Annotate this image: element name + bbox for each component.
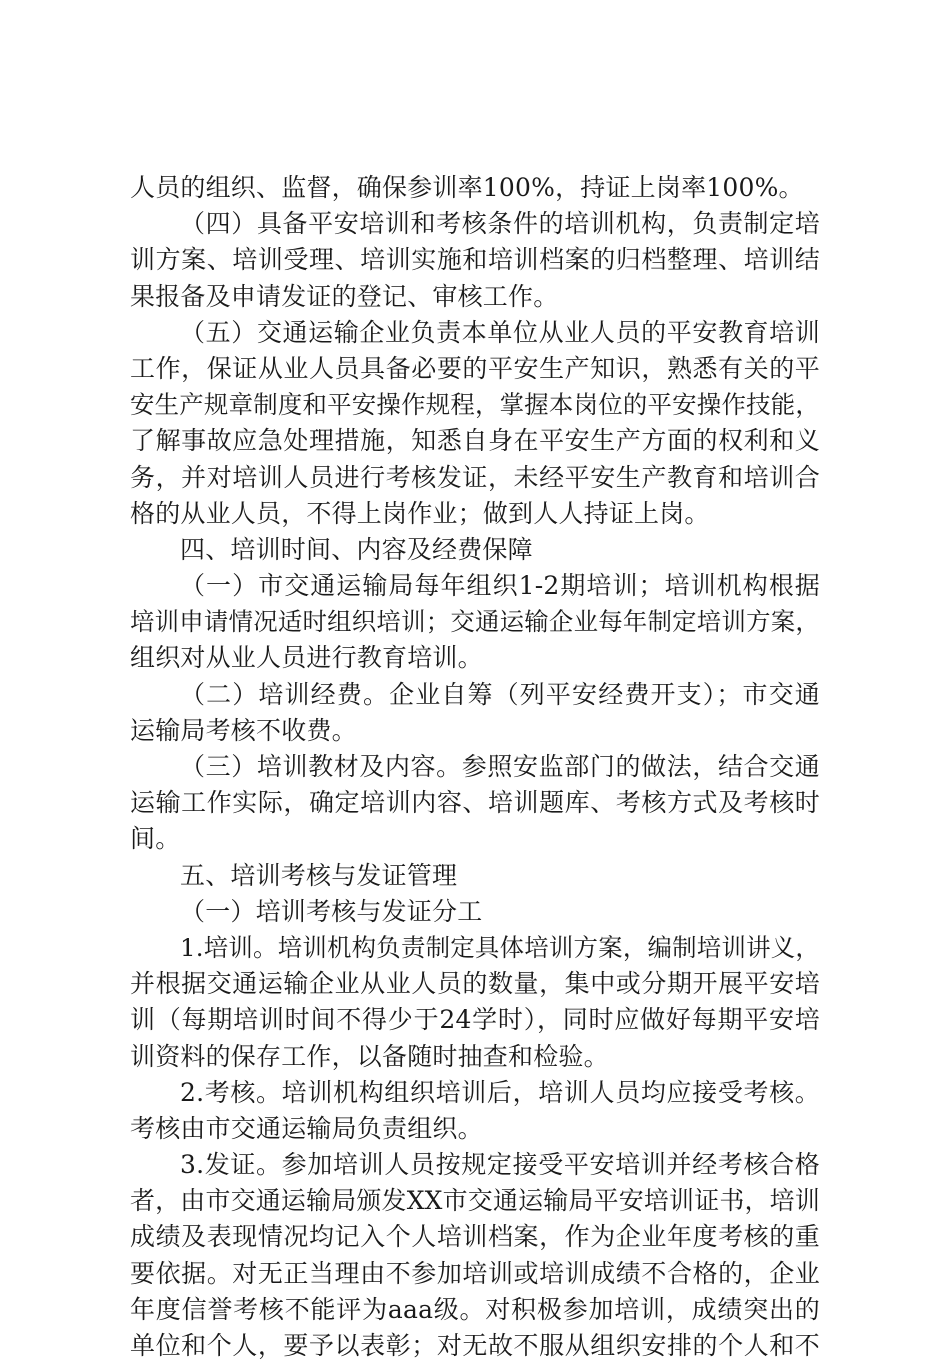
text-line: 四、培训时间、内容及经费保障 [180, 534, 533, 564]
document-body [130, 170, 820, 1364]
text-line: 训方案、培训受理、培训实施和培训档案的归档整理、培训结 [130, 245, 820, 275]
text-line: 2.考核。培训机构组织培训后，培训人员均应接受考核。 [180, 1077, 820, 1107]
text-line: 运输工作实际，确定培训内容、培训题库、考核方式及考核时 [130, 788, 820, 818]
text-line: （三）培训教材及内容。参照安监部门的做法，结合交通 [180, 752, 820, 781]
text-line: 者，由市交通运输局颁发XX市交通运输局平安培训证书，培训 [130, 1186, 820, 1216]
text-line: 间。 [130, 824, 181, 854]
text-line: 年度信誉考核不能评为aaa级。对积极参加培训，成绩突出的 [130, 1294, 820, 1324]
text-line: （二）培训经费。企业自筹（列平安经费开支）；市交通 [180, 679, 820, 709]
text-line: 训资料的保存工作，以备随时抽查和检验。 [130, 1041, 609, 1071]
text-line: （一）市交通运输局每年组织1-2期培训；培训机构根据 [180, 571, 820, 601]
text-line: （一）培训考核与发证分工 [180, 896, 483, 926]
text-line: 组织对从业人员进行教育培训。 [130, 643, 483, 673]
text-line: 要依据。对无正当理由不参加培训或培训成绩不合格的，企业 [130, 1258, 820, 1288]
text-line: 考核由市交通运输局负责组织。 [130, 1113, 483, 1143]
text-line: 了解事故应急处理措施，知悉自身在平安生产方面的权利和义 [130, 426, 820, 456]
text-line: 并根据交通运输企业从业人员的数量，集中或分期开展平安培 [130, 969, 820, 999]
text-line: 五、培训考核与发证管理 [180, 860, 458, 890]
text-line: （五）交通运输企业负责本单位从业人员的平安教育培训 [180, 317, 820, 347]
text-line: 安生产规章制度和平安操作规程，掌握本岗位的平安操作技能， [130, 390, 820, 420]
text-line: 果报备及申请发证的登记、审核工作。 [130, 281, 559, 311]
text-line: 务，并对培训人员进行考核发证，未经平安生产教育和培训合 [130, 462, 820, 492]
text-line: （四）具备平安培训和考核条件的培训机构，负责制定培 [180, 209, 820, 239]
text-line: 人员的组织、监督，确保参训率100%，持证上岗率100%。 [130, 173, 804, 202]
text-line: 成绩及表现情况均记入个人培训档案，作为企业年度考核的重 [130, 1222, 820, 1252]
text-line: 培训申请情况适时组织培训；交通运输企业每年制定培训方案， [130, 607, 820, 637]
text-line: 单位和个人，要予以表彰；对无故不服从组织安排的个人和不 [130, 1331, 820, 1360]
text-line: 3.发证。参加培训人员按规定接受平安培训并经考核合格 [180, 1150, 820, 1180]
text-line: 1.培训。培训机构负责制定具体培训方案，编制培训讲义， [180, 932, 821, 962]
text-line: 格的从业人员，不得上岗作业；做到人人持证上岗。 [130, 498, 710, 528]
text-line: 运输局考核不收费。 [130, 715, 357, 745]
text-line: 训（每期培训时间不得少于24学时），同时应做好每期平安培 [130, 1005, 820, 1035]
text-line: 工作，保证从业人员具备必要的平安生产知识，熟悉有关的平 [130, 353, 820, 383]
